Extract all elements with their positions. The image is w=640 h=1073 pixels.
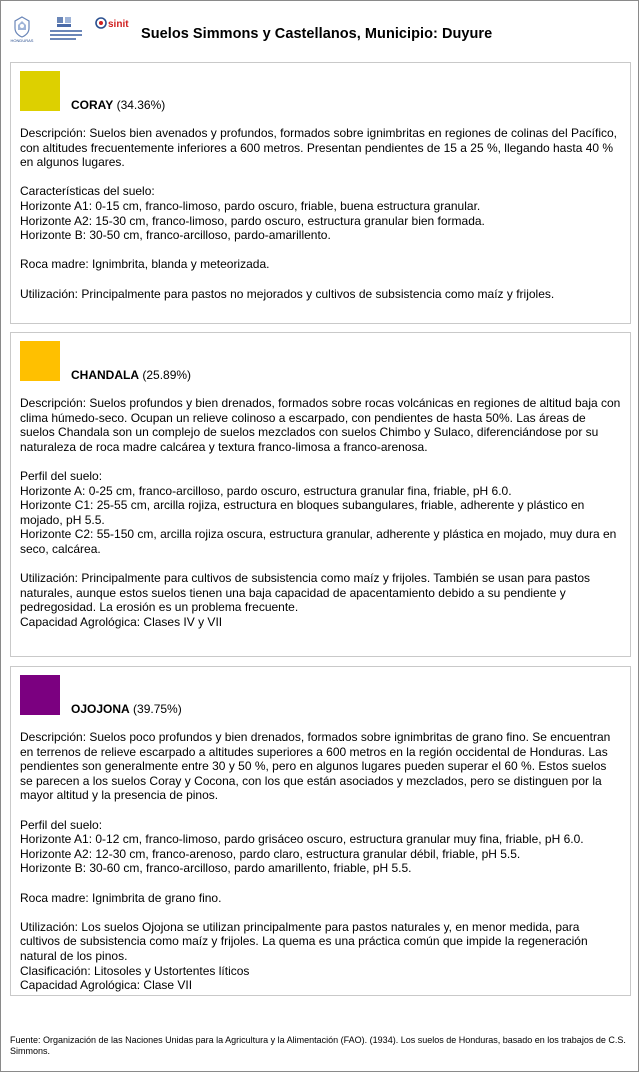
- soil-text-line: Horizonte A2: 15-30 cm, franco-limoso, pardo oscuro, estructura granular bien formada.: [20, 213, 485, 228]
- soil-color-swatch: [20, 71, 60, 111]
- soil-text-line: Horizonte C1: 25-55 cm, arcilla rojiza, estructura en bloques subangulares, friable, adherente y plástico en mojado, pH 5.5.: [20, 498, 585, 527]
- soil-color-swatch: [20, 341, 60, 381]
- paragraph-gap: [20, 905, 621, 920]
- soil-heading: [71, 98, 165, 112]
- soil-text-line: Características del suelo:: [20, 184, 155, 199]
- paragraph-gap: [20, 803, 621, 818]
- report-header: [1, 1, 638, 56]
- honduras-coat-of-arms-logo: [7, 15, 37, 43]
- paragraph-gap: [20, 243, 621, 258]
- soil-text-line: Descripción: Suelos poco profundos y bien drenados, formados sobre ignimbritas de grano fino. Se encuentran en terrenos de relieve escarpado a altitudes superiores a 600 metros en la región occidental de Honduras. Las pendientes son generalmente entre 30 y 50 %, pero en algunos lugares pueden superar el 60 %. Estos suelos se parecen a los suelos Coray y Cocona, con los que están asociados y mezclados, pero se distinguen por la mayor altitud y la presencia de pinos.: [20, 730, 611, 803]
- soil-text-line: Clasificación: Litosoles y Ustortentes líticos: [20, 963, 250, 978]
- soil-text-line: Roca madre: Ignimbrita de grano fino.: [20, 890, 222, 905]
- soil-text-line: Horizonte A1: 0-15 cm, franco-limoso, pardo oscuro, friable, buena estructura granular.: [20, 198, 481, 213]
- secretaria-planificacion-logo: [46, 16, 86, 44]
- logo-strip: [7, 15, 131, 44]
- paragraph-gap: [20, 454, 621, 469]
- soil-description: [20, 126, 621, 301]
- soil-percent: (39.75%): [133, 702, 182, 716]
- soil-percent: (34.36%): [116, 98, 166, 112]
- soil-text-line: Perfil del suelo:: [20, 817, 103, 832]
- soil-card: [10, 666, 631, 996]
- soil-text-line: Perfil del suelo:: [20, 468, 103, 483]
- soil-name: CORAY: [71, 98, 114, 112]
- soil-text-line: Horizonte B: 30-50 cm, franco-arcilloso, pardo-amarillento.: [20, 228, 331, 243]
- sinit-logo: [95, 16, 131, 30]
- soil-text-line: Descripción: Suelos bien avenados y profundos, formados sobre ignimbritas en regiones de colinas del Pacífico, con altitudes frecuentemente inferiores a 600 metros. Presentan pendientes de 15 a 25 %, llegando hasta 40 % en algunos lugares.: [20, 126, 617, 170]
- soil-name: OJOJONA: [71, 702, 130, 716]
- soil-card: [10, 62, 631, 324]
- soil-text-line: Utilización: Principalmente para cultivos de subsistencia como maíz y frijoles. También se usan para pastos naturales, aunque estos suelos tienen una baja capacidad de apacentamiento debido a su pendiente y pedregosidad. La erosión es un problema frecuente.: [20, 571, 591, 615]
- paragraph-gap: [20, 557, 621, 572]
- soil-text-line: Horizonte B: 30-60 cm, franco-arcilloso, pardo amarillento, friable, pH 5.5.: [20, 861, 412, 876]
- soil-color-swatch: [20, 675, 60, 715]
- paragraph-gap: [20, 876, 621, 891]
- soil-text-line: Capacidad Agrológica: Clase VII: [20, 978, 193, 993]
- soil-name: CHANDALA: [71, 368, 139, 382]
- source-citation: Fuente: Organización de las Naciones Unidas para la Agricultura y la Alimentación (FAO). (1934). Los suelos de Honduras, basado en los trabajos de C.S. Simmons.: [10, 1035, 626, 1056]
- soil-percent: (25.89%): [142, 368, 192, 382]
- paragraph-gap: [20, 170, 621, 185]
- soil-text-line: Horizonte A2: 12-30 cm, franco-arenoso, pardo claro, estructura granular débil, friable, pH 5.5.: [20, 846, 521, 861]
- soil-heading: [71, 368, 191, 382]
- soil-card: [10, 332, 631, 657]
- soil-text-line: Descripción: Suelos profundos y bien drenados, formados sobre rocas volcánicas en regiones de altitud baja con clima húmedo-seco. Ocupan un relieve colinoso a escarpado, con pendientes de hasta 50%. Las áreas de suelos Chandala son un complejo de suelos mezclados con suelos Chimbo y Sulaco, diferenciándose por su naturaleza de roca madre calcárea y textura franco-limosa a franco-arenosa.: [20, 396, 621, 454]
- soil-text-line: Utilización: Los suelos Ojojona se utilizan principalmente para pastos naturales y, en menor medida, para cultivos de subsistencia como maíz y frijoles. La quema es una práctica común que impide la regeneración natural de los pinos.: [20, 919, 588, 963]
- logo-caption: HONDURAS: [10, 38, 34, 43]
- soil-heading: [71, 702, 182, 716]
- soil-text-line: Horizonte C2: 55-150 cm, arcilla rojiza oscura, estructura granular, adherente y plástica en mojado, muy dura en seco, calcárea.: [20, 527, 617, 556]
- soil-description: [20, 730, 621, 993]
- soil-text-line: Utilización: Principalmente para pastos no mejorados y cultivos de subsistencia como maíz y frijoles.: [20, 286, 555, 301]
- soil-text-line: Roca madre: Ignimbrita, blanda y meteorizada.: [20, 257, 270, 272]
- soil-text-line: Capacidad Agrológica: Clases IV y VII: [20, 614, 223, 629]
- soil-text-line: Horizonte A: 0-25 cm, franco-arcilloso, pardo oscuro, estructura granular fina, friable, pH 6.0.: [20, 483, 512, 498]
- soil-description: [20, 396, 621, 630]
- sinit-logo-text: sinit: [108, 19, 129, 30]
- soil-text-line: Horizonte A1: 0-12 cm, franco-limoso, pardo grisáceo oscuro, estructura granular muy fina, friable, pH 6.0.: [20, 832, 584, 847]
- page-title: Suelos Simmons y Castellanos, Municipio: Duyure: [141, 26, 493, 42]
- paragraph-gap: [20, 272, 621, 287]
